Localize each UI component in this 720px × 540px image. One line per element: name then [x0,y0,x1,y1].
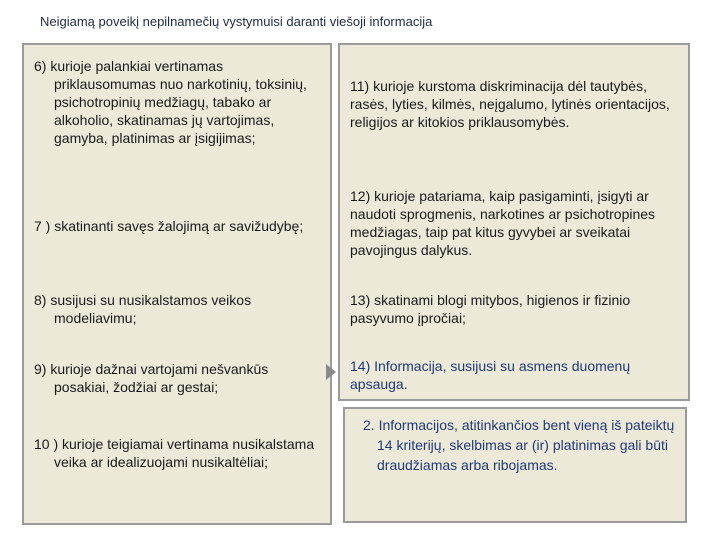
criterion-7: 7 ) skatinanti savęs žalojimą ar savižudybę; [34,218,304,234]
page-title: Neigiamą poveikį nepilnamečių vystymuisi daranti viešoji informacija [40,14,433,29]
criterion-10: 10 ) kurioje teigiamai vertinama nusikalstama veika ar idealizuojami nusikaltėliai; [34,436,315,470]
conclusion-panel [343,407,687,523]
criterion-12: 12) kurioje patariama, kaip pasigaminti, įsigyti ar naudoti sprogmenis, narkotines ar psichotropines medžiagas, taip pat kitus gyvybei ar sveikatai pavojingus dalykus. [350,188,656,258]
criterion-8: 8) susijusi su nusikalstamos veikos modeliavimu; [34,292,252,326]
criterion-6: 6) kurioje palankiai vertinamas priklausomumas nuo narkotinių, toksinių, psichotropinių medžiagų, tabako ar alkoholio, skatinamas jų vartojimas, gamyba, platinimas ar įsigijimas; [34,58,307,146]
criterion-14: 14) Informacija, susijusi su asmens duomenų apsauga. [350,358,631,392]
left-criteria-panel [22,43,332,525]
conclusion-text: 2. Informacijos, atitinkančios bent vieną iš pateiktų 14 kriterijų, skelbimas ar (ir) platinimas gali būti draudžiamas arba ribojamas. [363,417,675,473]
criterion-13: 13) skatinami blogi mitybos, higienos ir fizinio pasyvumo įpročiai; [350,292,631,326]
right-criteria-panel [338,43,690,401]
criterion-11: 11) kurioje kurstoma diskriminacija dėl tautybės, rasės, lyties, kilmės, neįgalumo, lytinės orientacijos, religijos ar kitokios priklausomybės. [350,78,670,130]
criterion-9: 9) kurioje dažnai vartojami nešvankūs posakiai, žodžiai ar gestai; [34,361,269,395]
arrow-right-icon [326,364,336,380]
